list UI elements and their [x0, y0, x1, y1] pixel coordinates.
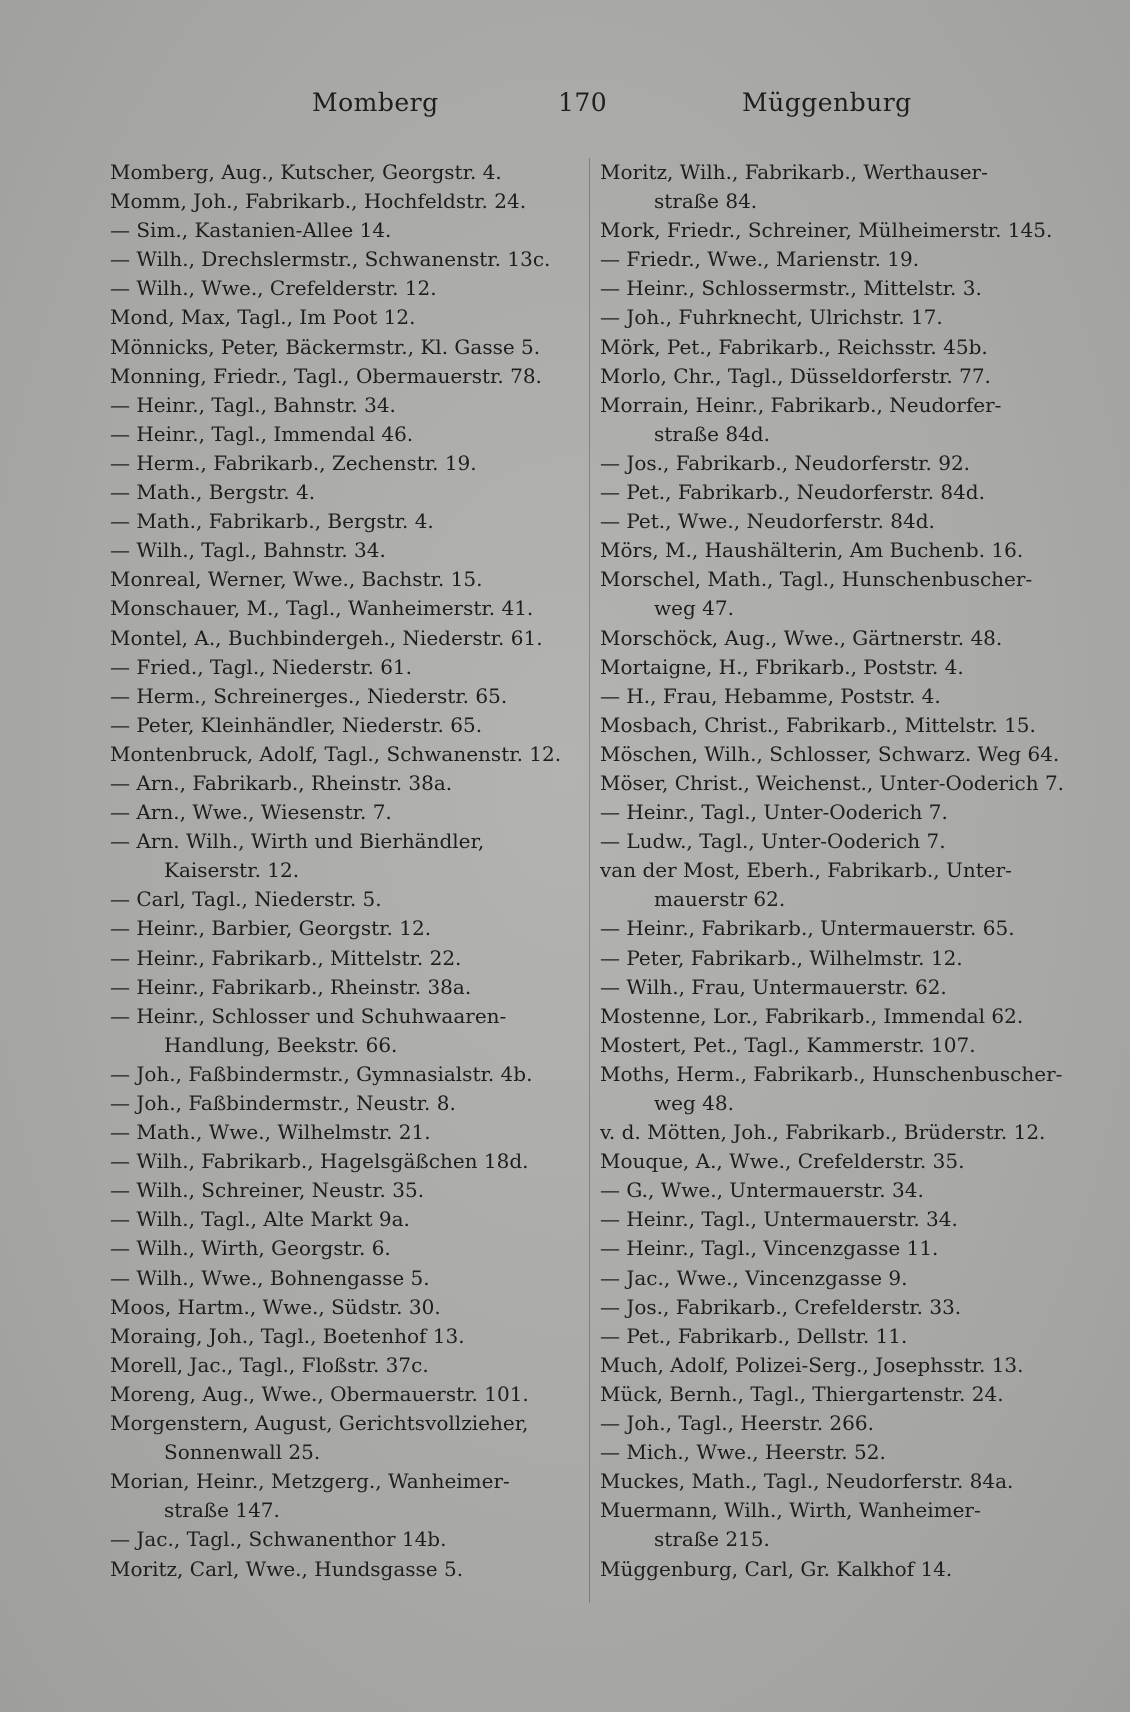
directory-entry: Müggenburg, Carl, Gr. Kalkhof 14. [600, 1556, 953, 1581]
directory-entry: — Arn., Wwe., Wiesenstr. 7. [110, 800, 392, 825]
directory-entry: — Sim., Kastanien-Allee 14. [110, 218, 392, 243]
directory-entry: Morell, Jac., Tagl., Floßstr. 37c. [110, 1352, 429, 1377]
directory-entry: — Heinr., Fabrikarb., Rheinstr. 38a. [110, 974, 472, 999]
directory-entry: — Joh., Faßbindermstr., Neustr. 8. [110, 1091, 456, 1115]
directory-entry: Monreal, Werner, Wwe., Bachstr. 15. [110, 567, 483, 592]
directory-entry: Mosbach, Christ., Fabrikarb., Mittelstr. 15. [600, 712, 1036, 737]
directory-entry: — Arn. Wilh., Wirth und Bierhändler, [110, 829, 485, 854]
directory-entry: Mörs, M., Haushälterin, Am Buchenb. 16. [600, 538, 1024, 563]
directory-entry: — Ludw., Tagl., Unter-Ooderich 7. [600, 829, 946, 854]
directory-entry: Moos, Hartm., Wwe., Südstr. 30. [110, 1294, 441, 1319]
directory-entry: — Math., Wwe., Wilhelmstr. 21. [110, 1120, 431, 1145]
directory-entry-continuation: Kaiserstr. 12. [164, 858, 300, 883]
directory-entry: — G., Wwe., Untermauerstr. 34. [600, 1178, 924, 1203]
directory-entry: Moritz, Wilh., Fabrikarb., Werthauser- [600, 160, 988, 184]
directory-entry: — Arn., Fabrikarb., Rheinstr. 38a. [110, 770, 453, 795]
directory-entry: Mostert, Pet., Tagl., Kammerstr. 107. [600, 1032, 976, 1057]
directory-entry: — Joh., Fuhrknecht, Ulrichstr. 17. [600, 305, 943, 330]
directory-entry: — Jos., Fabrikarb., Neudorferstr. 92. [600, 450, 971, 475]
directory-entry-continuation: straße 84d. [654, 421, 770, 446]
directory-entry: — Heinr., Tagl., Unter-Ooderich 7. [600, 800, 948, 825]
directory-entry: — Wilh., Drechslermstr., Schwanenstr. 13c. [110, 247, 551, 272]
directory-entry: Mönnicks, Peter, Bäckermstr., Kl. Gasse 5. [110, 334, 541, 359]
directory-entry: — Carl, Tagl., Niederstr. 5. [110, 887, 382, 912]
running-header [0, 88, 1130, 128]
directory-entry: — Heinr., Tagl., Bahnstr. 34. [110, 392, 396, 417]
left-column [110, 158, 580, 1603]
directory-entry: Mouque, A., Wwe., Crefelderstr. 35. [600, 1149, 965, 1174]
directory-entry: — Heinr., Barbier, Georgstr. 12. [110, 916, 432, 941]
directory-entry: — Heinr., Fabrikarb., Untermauerstr. 65. [600, 916, 1015, 941]
directory-entry: — Heinr., Fabrikarb., Mittelstr. 22. [110, 945, 462, 970]
directory-entry: — Heinr., Tagl., Immendal 46. [110, 421, 414, 446]
directory-entry: — Jos., Fabrikarb., Crefelderstr. 33. [600, 1294, 962, 1319]
directory-entry: — Wilh., Fabrikarb., Hagelsgäßchen 18d. [110, 1149, 529, 1174]
directory-entry: — Wilh., Schreiner, Neustr. 35. [110, 1178, 425, 1203]
page-number: 170 [558, 88, 608, 117]
directory-entry-continuation: straße 84. [654, 189, 758, 214]
directory-entry: — Math., Bergstr. 4. [110, 480, 316, 505]
directory-entry: Moreng, Aug., Wwe., Obermauerstr. 101. [110, 1381, 529, 1406]
directory-entry: Montenbruck, Adolf, Tagl., Schwanenstr. 12. [110, 741, 562, 766]
directory-entry: Morian, Heinr., Metzgerg., Wanheimer- [110, 1469, 510, 1494]
directory-entry: — Peter, Fabrikarb., Wilhelmstr. 12. [600, 945, 963, 970]
header-first-entry: Momberg [312, 88, 439, 117]
directory-entry: Muckes, Math., Tagl., Neudorferstr. 84a. [600, 1469, 1014, 1494]
directory-entry: — Herm., Schreinerges., Niederstr. 65. [110, 683, 508, 708]
directory-entry: Muermann, Wilh., Wirth, Wanheimer- [600, 1498, 981, 1523]
directory-entry: — H., Frau, Hebamme, Poststr. 4. [600, 683, 941, 708]
directory-entry: Mortaigne, H., Fbrikarb., Poststr. 4. [600, 654, 964, 679]
directory-entry: — Pet., Wwe., Neudorferstr. 84d. [600, 509, 935, 534]
directory-entry: — Joh., Tagl., Heerstr. 266. [600, 1411, 874, 1436]
directory-entry: — Wilh., Wwe., Crefelderstr. 12. [110, 276, 437, 301]
directory-entry: — Heinr., Schlossermstr., Mittelstr. 3. [600, 276, 982, 301]
directory-entry: Mond, Max, Tagl., Im Poot 12. [110, 305, 416, 330]
directory-entry: — Peter, Kleinhändler, Niederstr. 65. [110, 712, 483, 737]
directory-entry-continuation: straße 147. [164, 1498, 280, 1523]
directory-entry: Moraing, Joh., Tagl., Boetenhof 13. [110, 1323, 465, 1348]
directory-entry: Möser, Christ., Weichenst., Unter-Ooderich 7. [600, 770, 1065, 795]
directory-entry-continuation: Handlung, Beekstr. 66. [164, 1032, 398, 1057]
directory-entry: Mostenne, Lor., Fabrikarb., Immendal 62. [600, 1003, 1024, 1028]
directory-entry: — Pet., Fabrikarb., Dellstr. 11. [600, 1323, 908, 1348]
directory-entry: Momm, Joh., Fabrikarb., Hochfeldstr. 24. [110, 189, 527, 214]
directory-entry: v. d. Mötten, Joh., Fabrikarb., Brüderstr. 12. [600, 1120, 1046, 1145]
directory-entry: — Heinr., Tagl., Untermauerstr. 34. [600, 1207, 958, 1232]
directory-entry: Morgenstern, August, Gerichtsvollzieher, [110, 1411, 529, 1436]
directory-entry: — Wilh., Wirth, Georgstr. 6. [110, 1236, 391, 1261]
directory-entry: — Friedr., Wwe., Marienstr. 19. [600, 247, 920, 272]
directory-entry-continuation: mauerstr 62. [654, 887, 786, 912]
directory-entry: — Wilh., Tagl., Alte Markt 9a. [110, 1207, 410, 1232]
directory-entry: — Wilh., Wwe., Bohnengasse 5. [110, 1265, 430, 1290]
directory-entry-continuation: weg 48. [654, 1091, 734, 1115]
directory-entry: — Herm., Fabrikarb., Zechenstr. 19. [110, 450, 477, 475]
directory-entry-continuation: straße 215. [654, 1527, 770, 1552]
directory-entry: — Wilh., Tagl., Bahnstr. 34. [110, 538, 386, 563]
directory-entry: — Fried., Tagl., Niederstr. 61. [110, 654, 413, 679]
directory-entry: Morlo, Chr., Tagl., Düsseldorferstr. 77. [600, 363, 991, 388]
directory-entry: Montel, A., Buchbindergeh., Niederstr. 61. [110, 625, 543, 650]
directory-entry: Moritz, Carl, Wwe., Hundsgasse 5. [110, 1556, 464, 1581]
directory-entry: — Pet., Fabrikarb., Neudorferstr. 84d. [600, 480, 985, 505]
directory-entry: — Jac., Tagl., Schwanenthor 14b. [110, 1527, 447, 1552]
directory-entry: Monning, Friedr., Tagl., Obermauerstr. 78. [110, 363, 542, 388]
right-column [600, 158, 1070, 1603]
directory-entry: Moths, Herm., Fabrikarb., Hunschenbuscher- [600, 1061, 1063, 1086]
directory-entry: Morschel, Math., Tagl., Hunschenbuscher- [600, 567, 1033, 592]
directory-entry: Mörk, Pet., Fabrikarb., Reichsstr. 45b. [600, 334, 988, 359]
directory-entry: — Wilh., Frau, Untermauerstr. 62. [600, 974, 947, 999]
directory-entry: Morschöck, Aug., Wwe., Gärtnerstr. 48. [600, 625, 1003, 650]
directory-entry: Morrain, Heinr., Fabrikarb., Neudorfer- [600, 392, 1002, 417]
directory-entry: Much, Adolf, Polizei-Serg., Josephsstr. 13. [600, 1352, 1024, 1377]
directory-entry: Monschauer, M., Tagl., Wanheimerstr. 41. [110, 596, 534, 621]
directory-entry-continuation: Sonnenwall 25. [164, 1440, 321, 1465]
directory-entry: — Mich., Wwe., Heerstr. 52. [600, 1440, 886, 1465]
header-last-entry: Müggenburg [742, 88, 912, 117]
directory-entry-continuation: weg 47. [654, 596, 734, 621]
directory-entry: Mork, Friedr., Schreiner, Mülheimerstr. 145. [600, 218, 1053, 243]
directory-entry: — Jac., Wwe., Vincenzgasse 9. [600, 1265, 908, 1290]
directory-entry: — Joh., Faßbindermstr., Gymnasialstr. 4b. [110, 1061, 533, 1086]
directory-entry: — Math., Fabrikarb., Bergstr. 4. [110, 509, 434, 534]
directory-entry: — Heinr., Tagl., Vincenzgasse 11. [600, 1236, 939, 1261]
directory-entry: Momberg, Aug., Kutscher, Georgstr. 4. [110, 160, 502, 184]
directory-entry: — Heinr., Schlosser und Schuhwaaren- [110, 1003, 507, 1028]
directory-entry: Mück, Bernh., Tagl., Thiergartenstr. 24. [600, 1381, 1004, 1406]
directory-entry: van der Most, Eberh., Fabrikarb., Unter- [600, 858, 1012, 883]
directory-entry: Möschen, Wilh., Schlosser, Schwarz. Weg 64. [600, 741, 1060, 766]
column-divider [589, 158, 590, 1603]
